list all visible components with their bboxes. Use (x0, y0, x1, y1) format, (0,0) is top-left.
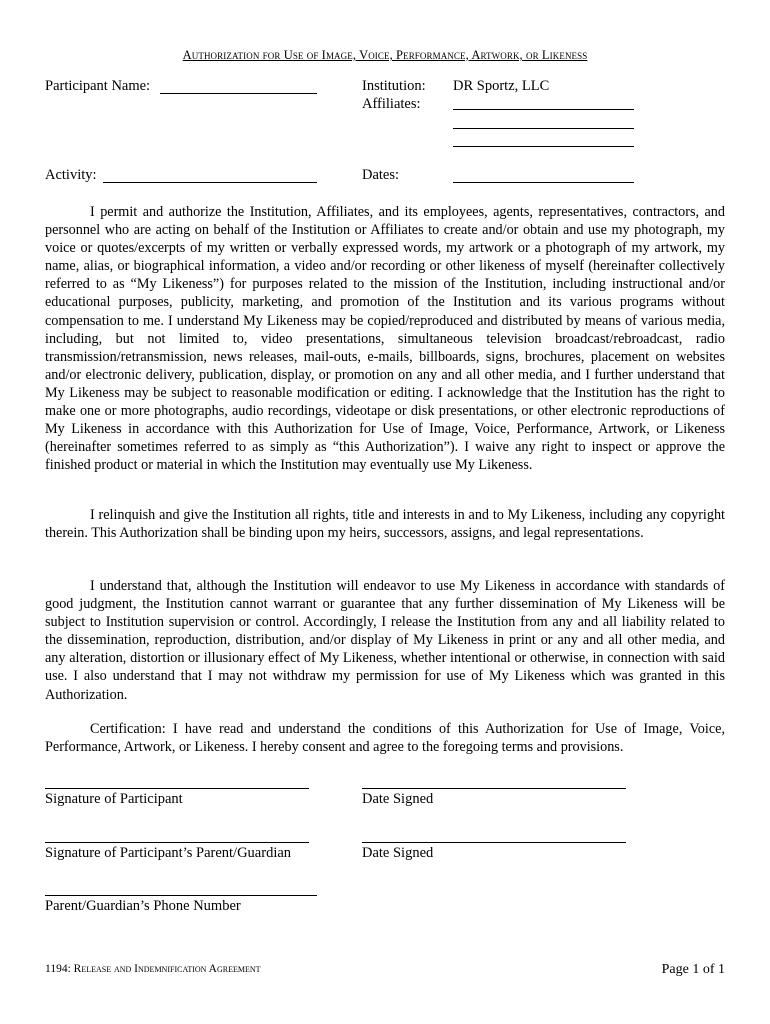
paragraph-certification: Certification: I have read and understand the conditions of this Authorization for Use of Image, Voice, Performance, Artwork, or Likeness. I hereby consent and agree to the foregoing terms and provisions. (45, 721, 725, 756)
activity-label: Activity: (45, 167, 97, 183)
institution-label: Institution: (362, 78, 426, 94)
date-signed-line-1[interactable] (362, 788, 626, 789)
paragraph-relinquish: I relinquish and give the Institution all rights, title and interests in and to My Likeness, including any copyright therein. This Authorization shall be binding upon my heirs, successors, assigns, and legal representations. (45, 507, 725, 542)
guardian-signature-label: Signature of Participant’s Parent/Guardian (45, 845, 292, 861)
affiliates-field-2[interactable] (453, 128, 634, 129)
institution-value: DR Sportz, LLC (453, 78, 550, 94)
document-title: Authorization for Use of Image, Voice, Performance, Artwork, or Likeness (182, 48, 588, 62)
participant-name-field[interactable] (160, 93, 317, 94)
date-signed-label-2: Date Signed (362, 845, 434, 861)
date-signed-label-1: Date Signed (362, 791, 434, 807)
page-number: Page 1 of 1 (661, 962, 725, 977)
participant-signature-label: Signature of Participant (45, 791, 183, 807)
date-signed-line-2[interactable] (362, 842, 626, 843)
footer-form-id: 1194: Release and Indemnification Agreement (45, 963, 261, 975)
participant-signature-line[interactable] (45, 788, 309, 789)
dates-label: Dates: (362, 167, 400, 183)
dates-field[interactable] (453, 182, 634, 183)
paragraph-release: I understand that, although the Institution will endeavor to use My Likeness in accordance with standards of good judgment, the Institution cannot warrant or guarantee that any further dissemination of My Likeness will be subject to Institution supervision or control. Accordingly, I release the Institution from any and all liability related to the dissemination, reproduction, distribution, and/or display of My Likeness in print or any and all other media, and any alteration, distortion or illusionary effect of My Likeness, whether intentional or otherwise, in connection with said use. I also understand that I may not withdraw my permission for use of My Likeness which was granted in this Authorization. (45, 578, 725, 703)
affiliates-field-1[interactable] (453, 109, 634, 110)
affiliates-field-3[interactable] (453, 146, 634, 147)
paragraph-permission: I permit and authorize the Institution, Affiliates, and its employees, agents, representatives, contractors, and personnel who are acting on behalf of the Institution or Affiliates to create and/or obtain and use my photograph, my voice or quotes/excerpts of my written or verbally expressed words, my artwork or a photograph of my artwork, my name, alias, or biographical information, a video and/or recording or other likeness of myself (hereinafter collectively referred to as “My Likeness”) for purposes related to the mission of the Institution, including instructional and/or educational purposes, publicity, marketing, and promotion of the Institution and its various programs without compensation to me. I understand My Likeness may be copied/reproduced and distributed by means of various media, including, but not limited to, video presentations, simultaneous television broadcast/rebroadcast, radio transmission/retransmission, news releases, mail-outs, e-mails, billboards, signs, brochures, placement on websites and/or electronic delivery, publication, display, or promotion on any and all other media, and I further understand that My Likeness may be subject to reasonable modification or editing. I acknowledge that the Institution has the right to make one or more photographs, audio recordings, videotape or disk presentations, or other electronic reproductions of My Likeness in accordance with this Authorization for Use of Image, Voice, Performance, Artwork, or Likeness (hereinafter sometimes referred to as simply as “this Authorization”). I waive any right to inspect or approve the finished product or material in which the Institution may eventually use My Likeness. (45, 204, 725, 474)
affiliates-label: Affiliates: (362, 96, 421, 112)
guardian-signature-line[interactable] (45, 842, 309, 843)
guardian-phone-label: Parent/Guardian’s Phone Number (45, 898, 241, 914)
guardian-phone-line[interactable] (45, 895, 317, 896)
participant-name-label: Participant Name: (45, 78, 151, 94)
activity-field[interactable] (103, 182, 317, 183)
